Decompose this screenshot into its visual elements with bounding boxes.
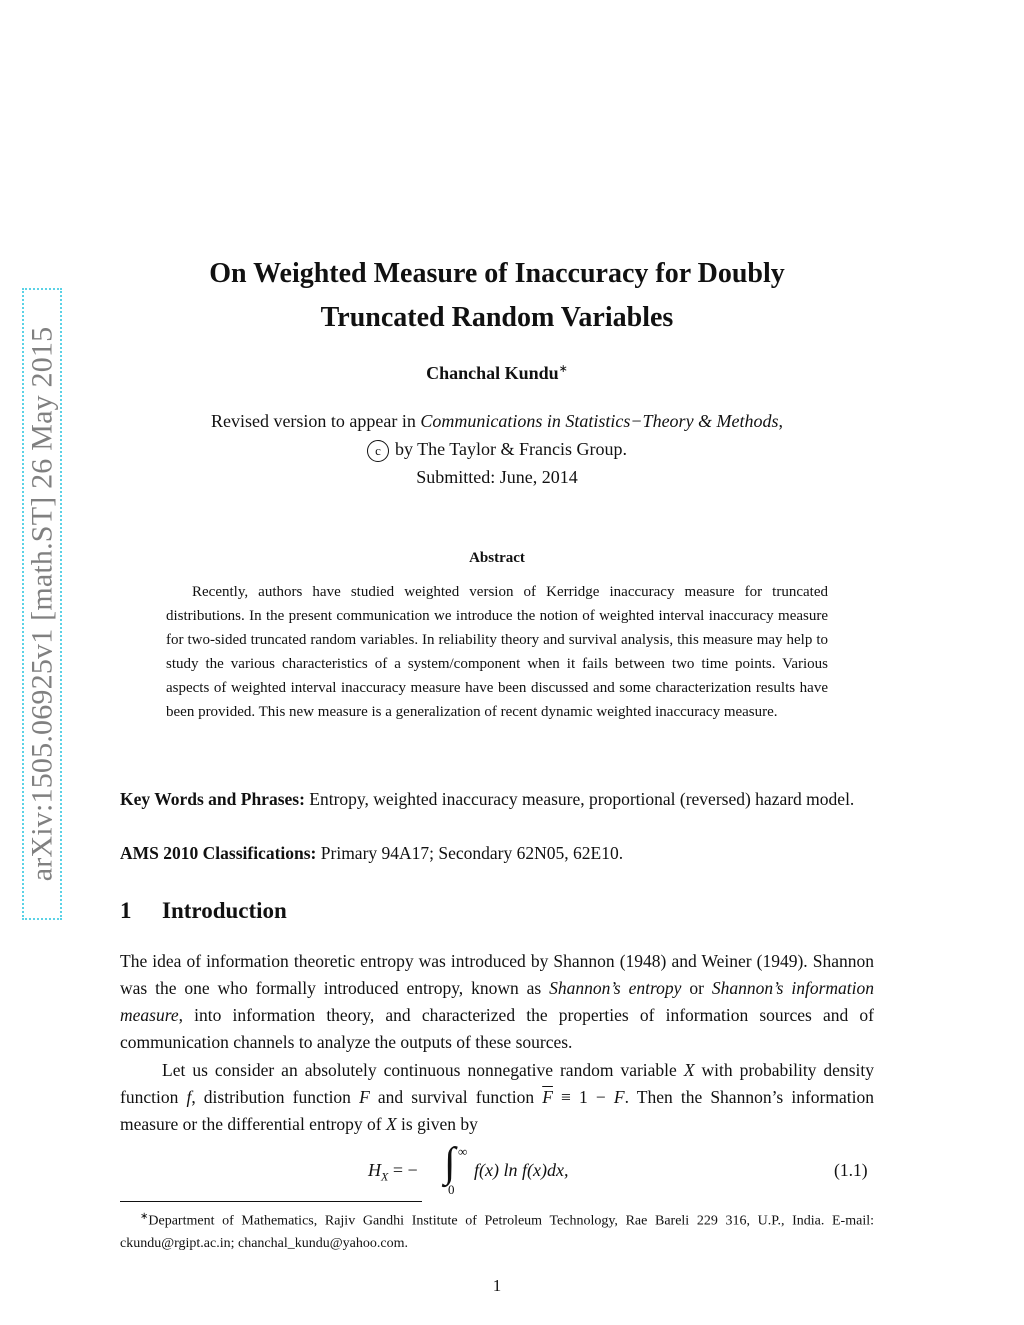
term-shannons-information-measure: Shannon’s information measure — [120, 978, 874, 1025]
var-F: F — [359, 1087, 370, 1107]
section-number: 1 — [120, 898, 132, 923]
integrand: f(x) ln f(x)dx, — [474, 1160, 569, 1180]
section-title: Introduction — [162, 898, 287, 923]
para2-text-b: with probability density function — [120, 1060, 874, 1107]
para2-text-e: ≡ 1 − — [552, 1087, 614, 1107]
abstract-text: Recently, authors have studied weighted version of Kerridge inaccuracy measure for truncated distributions. In the present communication we introduce the notion of weighted interval inaccuracy measure for two-sided truncated random variables. In reliability theory and survival analysis, this measure may help to study the various characteristics of a system/component when it fails between two time points. Various aspects of weighted interval inaccuracy measure have been discussed and some characterization results have been provided. This new measure is a generalization of recent dynamic weighted inaccuracy measure. — [166, 584, 828, 720]
para2-text-g: is given by — [396, 1114, 478, 1134]
page-number: 1 — [492, 1276, 502, 1295]
para2-text-d: and survival function — [369, 1087, 543, 1107]
arxiv-stamp — [22, 288, 62, 920]
arxiv-id-text: arXiv:1505.06925v1 [math.ST] 26 May 2015 — [25, 326, 59, 882]
equation-1-1 — [368, 1140, 668, 1198]
para1-text-b: or — [681, 978, 712, 998]
ams-text: Primary 94A17; Secondary 62N05, 62E10. — [320, 843, 624, 863]
footnote-marker: ∗ — [140, 1211, 149, 1222]
publication-line-2 — [120, 435, 874, 463]
term-shannons-entropy: Shannon’s entropy — [549, 978, 682, 998]
ams-classifications — [120, 840, 874, 867]
var-F-2: F — [613, 1087, 625, 1107]
title-line-2: Truncated Random Variables — [320, 302, 674, 333]
publication-line-1 — [120, 407, 874, 435]
footnote-text: Department of Mathematics, Rajiv Gandhi Institute of Petroleum Technology, Rae Bareli 229 316, U.P., India. E-mail: ckundu@rgipt.ac.in; chanchal_kundu@yahoo.com. — [120, 1213, 874, 1251]
para2-text-f: . Then the Shannon’s information measure or the differential entropy of — [120, 1087, 874, 1134]
ams-label: AMS 2010 Classifications: — [120, 843, 317, 863]
equation-lhs — [368, 1160, 418, 1185]
keywords-text: Entropy, weighted inaccuracy measure, proportional (reversed) hazard model. — [309, 789, 855, 809]
var-f: f — [186, 1087, 192, 1107]
para1-text-a: The idea of information theoretic entropy was introduced by Shannon (1948) and Weiner (1949). Shannon was the one who formally introduced entropy, known as — [120, 951, 874, 998]
para2-text-a: Let us consider an absolutely continuous nonnegative random variable — [162, 1060, 684, 1080]
submission-date: Submitted: June, 2014 — [416, 467, 578, 487]
footnote — [120, 1206, 874, 1255]
publication-info — [120, 407, 874, 491]
equation-lhs-symbol: H — [368, 1160, 381, 1180]
copyright-icon: c — [367, 440, 389, 462]
author-name: Chanchal Kundu — [426, 363, 559, 383]
var-x-2: X — [385, 1114, 397, 1134]
author-footnote-marker: ∗ — [558, 363, 568, 375]
publication-prefix: Revised version to appear in — [210, 411, 421, 431]
var-F-bar: $\overline{F}$ — [542, 1087, 553, 1107]
paper-title — [120, 252, 874, 340]
title-line-1: On Weighted Measure of Inaccuracy for Doubly — [209, 258, 785, 289]
journal-name: Communications in Statistics−Theory & Methods — [420, 411, 779, 431]
equation-number: (1.1) — [834, 1160, 868, 1180]
section-heading — [120, 898, 287, 924]
abstract-heading: Abstract — [469, 550, 525, 566]
para2-text-c: , distribution function — [191, 1087, 360, 1107]
integral-upper-bound: ∞ — [458, 1144, 468, 1159]
integral-icon: ∫ — [444, 1140, 456, 1186]
keywords-label: Key Words and Phrases: — [120, 789, 305, 809]
para1-text-c: , into information theory, and characterized the properties of information sources and of communication channels to analyze the outputs of these sources. — [120, 1005, 874, 1052]
intro-paragraph-2 — [120, 1057, 874, 1138]
equation-equals: = − — [388, 1160, 418, 1180]
intro-paragraph-1 — [120, 948, 874, 1056]
copyright-holder: by The Taylor & Francis Group. — [394, 439, 628, 459]
author — [120, 362, 874, 384]
var-x: X — [683, 1060, 695, 1080]
integral-lower-bound: 0 — [448, 1182, 455, 1197]
footnote-rule — [120, 1201, 422, 1202]
publication-suffix: , — [778, 411, 784, 431]
keywords — [120, 786, 874, 813]
equation-lhs-subscript: X — [381, 1169, 389, 1184]
